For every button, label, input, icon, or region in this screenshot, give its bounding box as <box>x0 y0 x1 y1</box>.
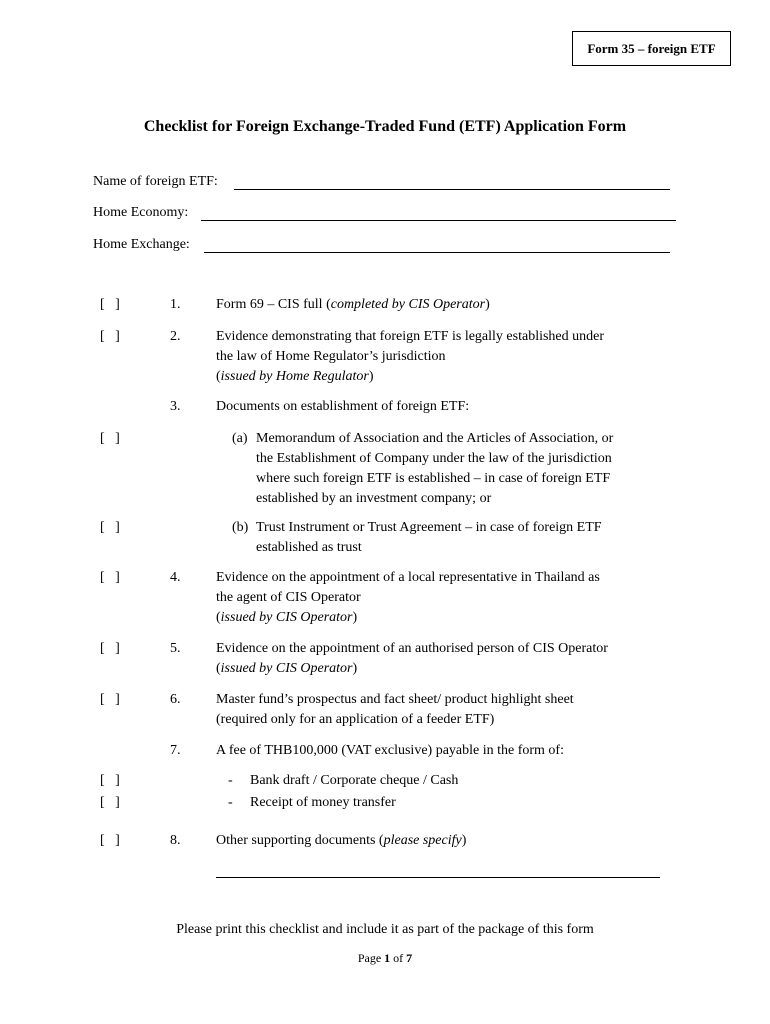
checkbox-item-7-option-1[interactable]: [ ] <box>100 773 120 788</box>
item-number: 2. <box>170 329 181 344</box>
checkbox-item-2[interactable]: [ ] <box>100 329 120 344</box>
item-text-line: Evidence on the appointment of a local representative in Thailand as <box>216 570 600 585</box>
item-text-line: Evidence demonstrating that foreign ETF is legally established under <box>216 329 605 344</box>
page-current: 1 <box>384 951 391 965</box>
field-home-exchange-line[interactable] <box>204 252 670 253</box>
paren-open: ( <box>216 369 221 384</box>
page-total: 7 <box>406 951 413 965</box>
item-note <box>216 608 600 628</box>
item-text-line: where such foreign ETF is established – in case of foreign ETF <box>256 471 611 486</box>
item-text-line: Trust Instrument or Trust Agreement – in case of foreign ETF <box>256 520 602 535</box>
page-prefix: Page <box>357 951 385 965</box>
item-number: 6. <box>170 692 181 707</box>
field-home-economy <box>93 205 188 221</box>
item-text-line: the agent of CIS Operator <box>216 590 361 605</box>
paren-open: ( <box>216 610 221 625</box>
page-number <box>0 951 770 966</box>
field-label: Home Economy: <box>93 205 189 220</box>
checkbox-item-1[interactable]: [ ] <box>100 297 120 312</box>
item-number: 3. <box>170 399 181 414</box>
item-3b-marker: (b) <box>232 520 249 535</box>
item-text-line: (required only for an application of a feeder ETF) <box>216 712 495 727</box>
item-text: Form 69 – CIS full ( <box>216 297 331 312</box>
page-of: of <box>390 951 407 965</box>
item-3-text: Documents on establishment of foreign ETF: <box>216 399 470 414</box>
item-number: 8. <box>170 833 181 848</box>
item-italic-note: issued by CIS Operator <box>220 661 353 676</box>
paren-close: ) <box>461 833 467 848</box>
item-text-line: the Establishment of Company under the law of the jurisdiction <box>256 451 612 466</box>
field-name-of-etf <box>93 174 218 190</box>
paren-close: ) <box>352 661 358 676</box>
item-italic-note: completed by CIS Operator <box>330 297 486 312</box>
item-1-text <box>216 295 490 315</box>
footer-instruction: Please print this checklist and include it as part of the package of this form <box>176 922 594 937</box>
checkbox-item-8[interactable]: [ ] <box>100 833 120 848</box>
document-title: Checklist for Foreign Exchange-Traded Fund (ETF) Application Form <box>143 118 627 135</box>
item-text-line: Master fund’s prospectus and fact sheet/ product highlight sheet <box>216 692 574 707</box>
item-number: 7. <box>170 743 181 758</box>
item-3a-text <box>256 429 613 509</box>
field-label: Name of foreign ETF: <box>93 174 218 189</box>
other-documents-line[interactable] <box>216 877 660 878</box>
item-italic-note: please specify <box>383 833 462 848</box>
item-2-text <box>216 327 604 387</box>
checkbox-item-3b[interactable]: [ ] <box>100 520 120 535</box>
item-4-text <box>216 568 600 628</box>
field-home-economy-line[interactable] <box>201 220 676 221</box>
item-number: 4. <box>170 570 181 585</box>
item-text-line: established by an investment company; or <box>256 491 492 506</box>
item-text-line: the law of Home Regulator’s jurisdiction <box>216 349 446 364</box>
item-7-text: A fee of THB100,000 (VAT exclusive) payable in the form of: <box>216 743 564 758</box>
bullet-dash: - <box>228 795 233 810</box>
item-text-line: Memorandum of Association and the Articles of Association, or <box>256 431 614 446</box>
item-text-line: Evidence on the appointment of an authorised person of CIS Operator <box>216 641 608 656</box>
item-number: 1. <box>170 297 181 312</box>
item-7-option-2: Receipt of money transfer <box>250 795 396 810</box>
form-number-label: Form 35 – foreign ETF <box>587 40 716 56</box>
item-8-text <box>216 831 466 851</box>
checkbox-item-7-option-2[interactable]: [ ] <box>100 795 120 810</box>
form-number-box <box>572 31 731 66</box>
paren-close: ) <box>352 610 358 625</box>
item-italic-note: issued by Home Regulator <box>220 369 369 384</box>
checkbox-item-5[interactable]: [ ] <box>100 641 120 656</box>
paren-close: ) <box>368 369 374 384</box>
item-3a-marker: (a) <box>232 431 248 446</box>
paren-close: ) <box>485 297 490 312</box>
checkbox-item-3a[interactable]: [ ] <box>100 431 120 446</box>
checkbox-item-4[interactable]: [ ] <box>100 570 120 585</box>
field-home-exchange <box>93 237 190 253</box>
item-italic-note: issued by CIS Operator <box>220 610 353 625</box>
checkbox-item-6[interactable]: [ ] <box>100 692 120 707</box>
item-text-line: established as trust <box>256 540 362 555</box>
item-note <box>216 659 608 679</box>
paren-open: ( <box>216 661 221 676</box>
item-6-text <box>216 690 574 730</box>
item-3b-text <box>256 518 602 558</box>
item-number: 5. <box>170 641 181 656</box>
field-label: Home Exchange: <box>93 237 190 252</box>
bullet-dash: - <box>228 773 233 788</box>
item-text: Other supporting documents ( <box>216 833 384 848</box>
item-note <box>216 367 604 387</box>
item-7-option-1: Bank draft / Corporate cheque / Cash <box>250 773 459 788</box>
field-name-of-etf-line[interactable] <box>234 189 670 190</box>
item-5-text <box>216 639 608 679</box>
